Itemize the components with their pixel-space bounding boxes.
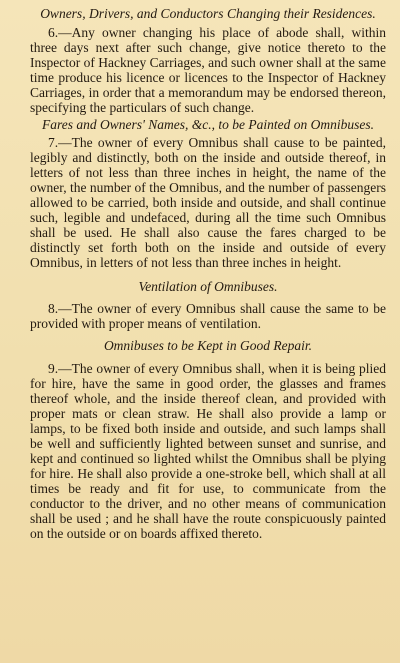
paragraph-7: 7.—The owner of every Omnibus shall cause to be painted, legibly and distinctly, both on the inside and outside thereof, in letters of not less than three inches in height, the name of the owner, the number of the Omnibus, and the number of passengers allowed to be carried, both inside and outside, and shall continue such, legible and undefaced, during all the time such Omnibus shall be used. He shall also cause the fares charged to be distinctly set forth both on the inside and outside of every Omnibus, in letters of not less than three inches in height. xyxy=(30,135,386,270)
section-heading-repair: Omnibuses to be Kept in Good Repair. xyxy=(103,338,313,353)
section-heading-fares: Fares and Owners' Names, &c., to be Painted on Omnibuses. xyxy=(42,117,374,132)
paragraph-8: 8.—The owner of every Omnibus shall cause the same to be provided with proper means of ventilation. xyxy=(30,301,386,331)
section-heading-ventilation: Ventilation of Omnibuses. xyxy=(138,279,278,294)
paragraph-6: 6.—Any owner changing his place of abode shall, within three days next after such change, give notice thereto to the Inspector of Hackney Carriages, and such owner shall at the same time produce his licence or licences to the Inspector of Hackney Carriages, in order that a memorandum may be endorsed thereon, specifying the particulars of such change. xyxy=(30,25,386,115)
paragraph-9: 9.—The owner of every Omnibus shall, when it is being plied for hire, have the same in good order, the glasses and frames thereof whole, and the inside thereof clean, and provided with proper mats or clean straw. He shall also provide a lamp or lamps, to be fixed both inside and outside, and such lamps shall be well and sufficiently lighted between sunset and sunrise, and kept and continued so lighted whilst the Omnibus shall be plying for hire. He shall also provide a one-stroke bell, which shall at all times be ready and fit for use, to communicate from the conductor to the driver, and no other means of communication shall be used ; and he shall have the route conspicuously painted on the outside or on boards affixed thereto. xyxy=(30,361,386,541)
section-heading-residences: Owners, Drivers, and Conductors Changing their Residences. xyxy=(40,6,376,21)
